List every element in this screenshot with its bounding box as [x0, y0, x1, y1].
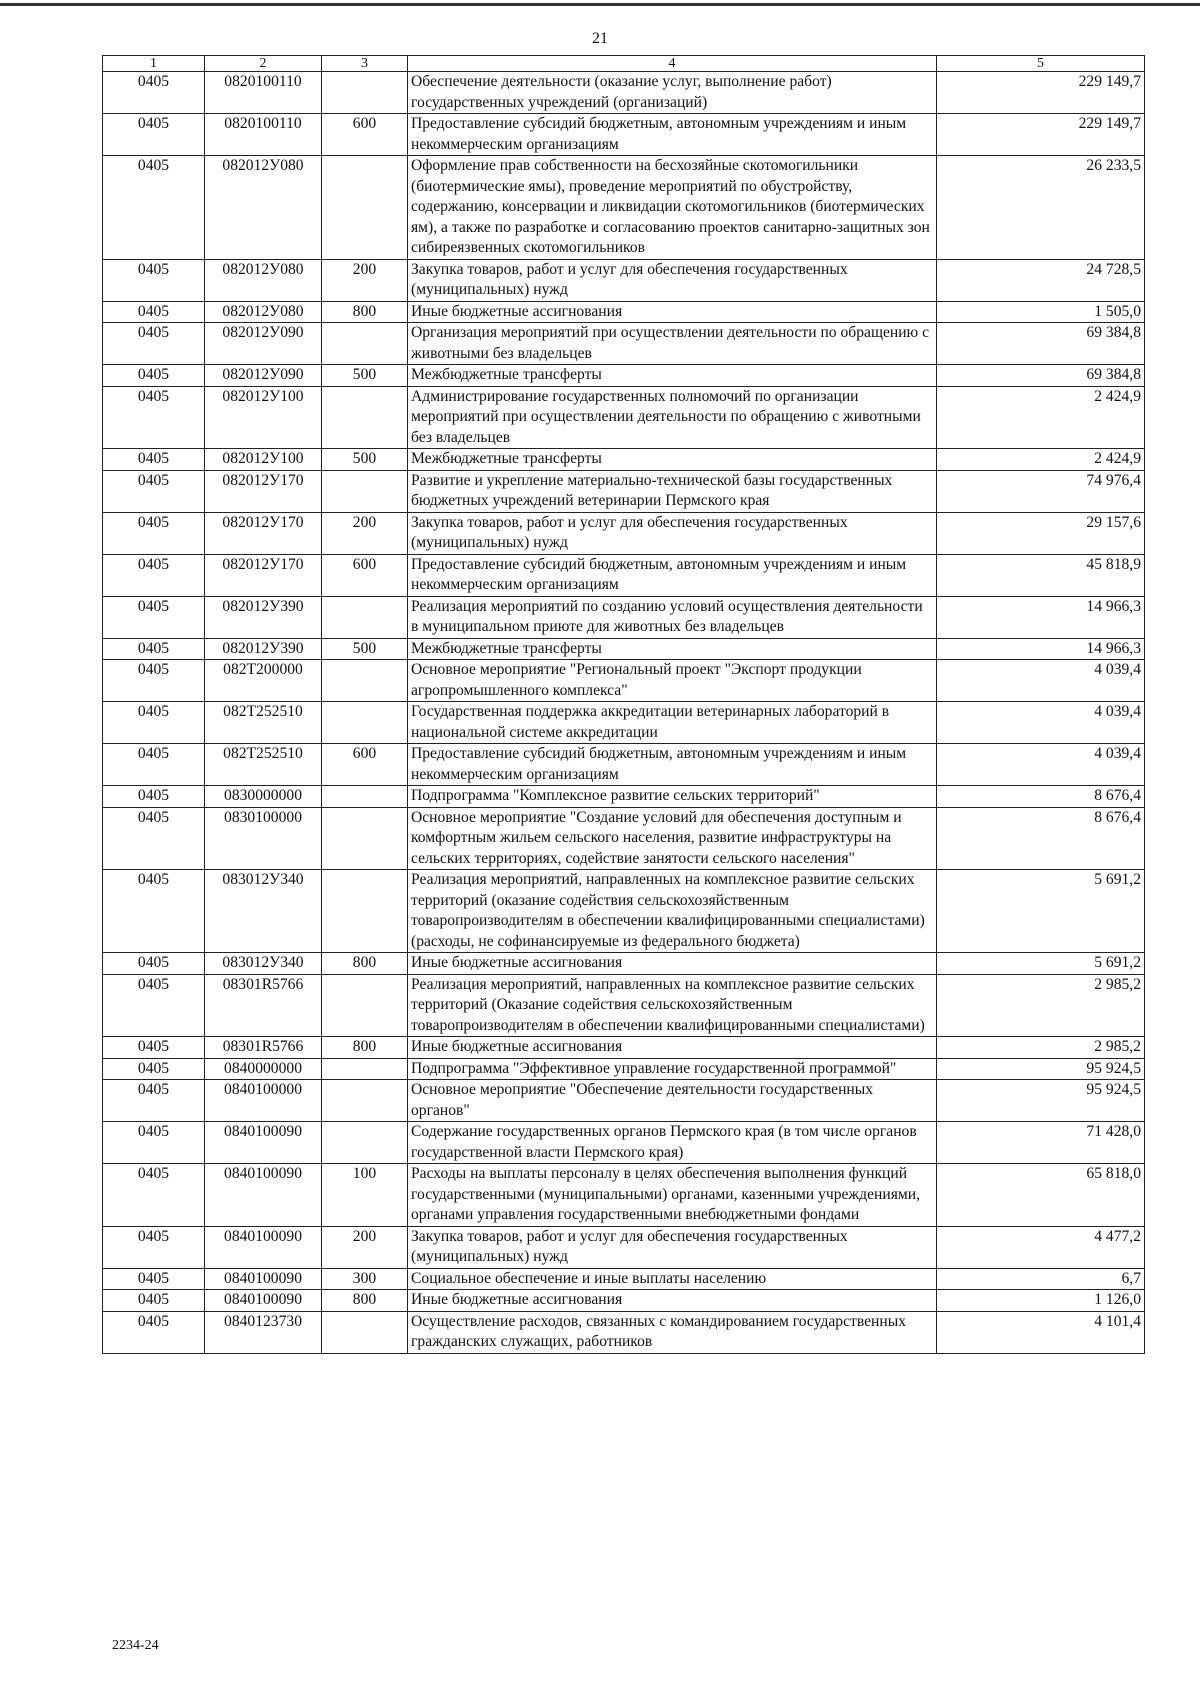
amount-cell: 95 924,5: [937, 1080, 1145, 1122]
amount-cell: 1 505,0: [937, 301, 1145, 323]
description-cell: Межбюджетные трансферты: [408, 449, 937, 471]
table-row: [103, 1164, 1145, 1227]
description-cell: Межбюджетные трансферты: [408, 365, 937, 387]
table-row: [103, 1122, 1145, 1164]
expense-type-cell: 200: [322, 512, 408, 554]
section-code-cell: 0405: [103, 156, 205, 260]
table-row: [103, 1290, 1145, 1312]
amount-cell: 229 149,7: [937, 72, 1145, 114]
column-header-2: 2: [205, 56, 322, 72]
section-code-cell: 0405: [103, 1226, 205, 1268]
expense-type-cell: [322, 470, 408, 512]
section-code-cell: 0405: [103, 807, 205, 870]
description-cell: Реализация мероприятий по созданию условий осуществления деятельности в муниципальном приюте для животных без владельцев: [408, 596, 937, 638]
section-code-cell: 0405: [103, 786, 205, 808]
section-code-cell: 0405: [103, 1058, 205, 1080]
table-header-row: [103, 56, 1145, 72]
description-cell: Иные бюджетные ассигнования: [408, 301, 937, 323]
amount-cell: 8 676,4: [937, 786, 1145, 808]
amount-cell: 14 966,3: [937, 638, 1145, 660]
expense-type-cell: 800: [322, 1037, 408, 1059]
section-code-cell: 0405: [103, 386, 205, 449]
expense-type-cell: [322, 660, 408, 702]
amount-cell: 4 477,2: [937, 1226, 1145, 1268]
table-row: [103, 870, 1145, 953]
amount-cell: 45 818,9: [937, 554, 1145, 596]
table-row: [103, 1311, 1145, 1353]
budget-table: [102, 55, 1145, 1354]
expense-type-cell: [322, 596, 408, 638]
expense-type-cell: [322, 974, 408, 1037]
amount-cell: 69 384,8: [937, 365, 1145, 387]
table-row: [103, 596, 1145, 638]
expense-type-cell: [322, 807, 408, 870]
target-article-cell: 08301R5766: [205, 974, 322, 1037]
expense-type-cell: [322, 1311, 408, 1353]
target-article-cell: 0840100090: [205, 1268, 322, 1290]
table-row: [103, 702, 1145, 744]
amount-cell: 5 691,2: [937, 870, 1145, 953]
description-cell: Предоставление субсидий бюджетным, автономным учреждениям и иным некоммерческим организациям: [408, 744, 937, 786]
target-article-cell: 0840123730: [205, 1311, 322, 1353]
description-cell: Предоставление субсидий бюджетным, автономным учреждениям и иным некоммерческим организациям: [408, 114, 937, 156]
target-article-cell: 082Т252510: [205, 702, 322, 744]
table-row: [103, 1080, 1145, 1122]
amount-cell: 65 818,0: [937, 1164, 1145, 1227]
expense-type-cell: [322, 786, 408, 808]
description-cell: Межбюджетные трансферты: [408, 638, 937, 660]
expense-type-cell: [322, 702, 408, 744]
section-code-cell: 0405: [103, 1290, 205, 1312]
section-code-cell: 0405: [103, 870, 205, 953]
amount-cell: 8 676,4: [937, 807, 1145, 870]
amount-cell: 2 424,9: [937, 386, 1145, 449]
target-article-cell: 082012У170: [205, 470, 322, 512]
table-row: [103, 323, 1145, 365]
amount-cell: 71 428,0: [937, 1122, 1145, 1164]
table-row: [103, 638, 1145, 660]
section-code-cell: 0405: [103, 259, 205, 301]
description-cell: Реализация мероприятий, направленных на комплексное развитие сельских территорий (Оказание содействия сельскохозяйственным товаропроизводителям в обеспечении квалифицированными специалистами): [408, 974, 937, 1037]
expense-type-cell: [322, 1122, 408, 1164]
description-cell: Основное мероприятие "Региональный проект "Экспорт продукции агропромышленного комплекса": [408, 660, 937, 702]
description-cell: Закупка товаров, работ и услуг для обеспечения государственных (муниципальных) нужд: [408, 512, 937, 554]
description-cell: Осуществление расходов, связанных с командированием государственных гражданских служащих, работников: [408, 1311, 937, 1353]
description-cell: Иные бюджетные ассигнования: [408, 953, 937, 975]
amount-cell: 5 691,2: [937, 953, 1145, 975]
expense-type-cell: 500: [322, 365, 408, 387]
target-article-cell: 082Т252510: [205, 744, 322, 786]
section-code-cell: 0405: [103, 1122, 205, 1164]
section-code-cell: 0405: [103, 660, 205, 702]
target-article-cell: 0840100090: [205, 1164, 322, 1227]
target-article-cell: 0820100110: [205, 72, 322, 114]
section-code-cell: 0405: [103, 1037, 205, 1059]
expense-type-cell: [322, 72, 408, 114]
section-code-cell: 0405: [103, 638, 205, 660]
expense-type-cell: 200: [322, 259, 408, 301]
expense-type-cell: [322, 1058, 408, 1080]
table-row: [103, 449, 1145, 471]
section-code-cell: 0405: [103, 1311, 205, 1353]
description-cell: Социальное обеспечение и иные выплаты населению: [408, 1268, 937, 1290]
column-header-3: 3: [322, 56, 408, 72]
description-cell: Реализация мероприятий, направленных на комплексное развитие сельских территорий (оказание содействия сельскохозяйственным товаропроизводителям в обеспечении квалифицированными специалистами) (расходы, не софинансируемые из федерального бюджета): [408, 870, 937, 953]
table-row: [103, 807, 1145, 870]
amount-cell: 1 126,0: [937, 1290, 1145, 1312]
target-article-cell: 0820100110: [205, 114, 322, 156]
target-article-cell: 0840100000: [205, 1080, 322, 1122]
description-cell: Организация мероприятий при осуществлении деятельности по обращению с животными без владельцев: [408, 323, 937, 365]
table-row: [103, 974, 1145, 1037]
table-row: [103, 1226, 1145, 1268]
target-article-cell: 083012У340: [205, 870, 322, 953]
target-article-cell: 082012У170: [205, 512, 322, 554]
section-code-cell: 0405: [103, 365, 205, 387]
expense-type-cell: 800: [322, 953, 408, 975]
amount-cell: 69 384,8: [937, 323, 1145, 365]
table-row: [103, 1037, 1145, 1059]
target-article-cell: 082012У170: [205, 554, 322, 596]
target-article-cell: 082012У080: [205, 301, 322, 323]
table-row: [103, 72, 1145, 114]
amount-cell: 26 233,5: [937, 156, 1145, 260]
table-row: [103, 259, 1145, 301]
section-code-cell: 0405: [103, 470, 205, 512]
section-code-cell: 0405: [103, 974, 205, 1037]
description-cell: Подпрограмма "Комплексное развитие сельских территорий": [408, 786, 937, 808]
table-row: [103, 114, 1145, 156]
page-number: 21: [592, 30, 608, 47]
target-article-cell: 0840100090: [205, 1226, 322, 1268]
table-row: [103, 660, 1145, 702]
table-row: [103, 470, 1145, 512]
table-body: [103, 72, 1145, 1354]
amount-cell: 2 424,9: [937, 449, 1145, 471]
target-article-cell: 0830000000: [205, 786, 322, 808]
target-article-cell: 082012У080: [205, 259, 322, 301]
description-cell: Развитие и укрепление материально-технической базы государственных бюджетных учреждений ветеринарии Пермского края: [408, 470, 937, 512]
target-article-cell: 08301R5766: [205, 1037, 322, 1059]
target-article-cell: 0840100090: [205, 1122, 322, 1164]
expense-type-cell: 600: [322, 114, 408, 156]
expense-type-cell: 500: [322, 449, 408, 471]
table-row: [103, 554, 1145, 596]
section-code-cell: 0405: [103, 702, 205, 744]
description-cell: Закупка товаров, работ и услуг для обеспечения государственных (муниципальных) нужд: [408, 1226, 937, 1268]
description-cell: Основное мероприятие "Обеспечение деятельности государственных органов": [408, 1080, 937, 1122]
description-cell: Предоставление субсидий бюджетным, автономным учреждениям и иным некоммерческим организациям: [408, 554, 937, 596]
target-article-cell: 082012У100: [205, 386, 322, 449]
column-header-4: 4: [408, 56, 937, 72]
target-article-cell: 082012У390: [205, 638, 322, 660]
table-row: [103, 786, 1145, 808]
amount-cell: 2 985,2: [937, 1037, 1145, 1059]
description-cell: Администрирование государственных полномочий по организации мероприятий при осуществлении деятельности по обращению с животными без владельцев: [408, 386, 937, 449]
section-code-cell: 0405: [103, 1164, 205, 1227]
amount-cell: 4 039,4: [937, 744, 1145, 786]
target-article-cell: 083012У340: [205, 953, 322, 975]
expense-type-cell: [322, 386, 408, 449]
section-code-cell: 0405: [103, 596, 205, 638]
target-article-cell: 0840000000: [205, 1058, 322, 1080]
expense-type-cell: 800: [322, 1290, 408, 1312]
expense-type-cell: 600: [322, 554, 408, 596]
amount-cell: 6,7: [937, 1268, 1145, 1290]
expense-type-cell: 500: [322, 638, 408, 660]
section-code-cell: 0405: [103, 72, 205, 114]
description-cell: Иные бюджетные ассигнования: [408, 1037, 937, 1059]
section-code-cell: 0405: [103, 512, 205, 554]
section-code-cell: 0405: [103, 323, 205, 365]
target-article-cell: 082012У090: [205, 365, 322, 387]
description-cell: Подпрограмма "Эффективное управление государственной программой": [408, 1058, 937, 1080]
target-article-cell: 082012У080: [205, 156, 322, 260]
amount-cell: 74 976,4: [937, 470, 1145, 512]
section-code-cell: 0405: [103, 554, 205, 596]
amount-cell: 95 924,5: [937, 1058, 1145, 1080]
amount-cell: 4 101,4: [937, 1311, 1145, 1353]
amount-cell: 14 966,3: [937, 596, 1145, 638]
description-cell: Государственная поддержка аккредитации ветеринарных лабораторий в национальной системе аккредитации: [408, 702, 937, 744]
amount-cell: 4 039,4: [937, 660, 1145, 702]
expense-type-cell: 600: [322, 744, 408, 786]
column-header-5: 5: [937, 56, 1145, 72]
amount-cell: 2 985,2: [937, 974, 1145, 1037]
table-row: [103, 512, 1145, 554]
section-code-cell: 0405: [103, 301, 205, 323]
expense-type-cell: [322, 1080, 408, 1122]
amount-cell: 229 149,7: [937, 114, 1145, 156]
amount-cell: 29 157,6: [937, 512, 1145, 554]
table-row: [103, 365, 1145, 387]
target-article-cell: 082012У100: [205, 449, 322, 471]
document-code: 2234-24: [112, 1638, 159, 1653]
description-cell: Оформление прав собственности на бесхозяйные скотомогильники (биотермические ямы), проведение мероприятий по обустройству, содержанию, консервации и ликвидации скотомогильников (биотермических ям), а также по разработке и согласованию проектов санитарно-защитных зон сибиреязвенных скотомогильников: [408, 156, 937, 260]
target-article-cell: 082Т200000: [205, 660, 322, 702]
target-article-cell: 0830100000: [205, 807, 322, 870]
section-code-cell: 0405: [103, 1080, 205, 1122]
table-row: [103, 386, 1145, 449]
description-cell: Основное мероприятие "Создание условий для обеспечения доступным и комфортным жильем сельского населения, развитие инфраструктуры на сельских территориях, содействие занятости сельского населения": [408, 807, 937, 870]
expense-type-cell: [322, 156, 408, 260]
target-article-cell: 0840100090: [205, 1290, 322, 1312]
expense-type-cell: 200: [322, 1226, 408, 1268]
table-row: [103, 744, 1145, 786]
section-code-cell: 0405: [103, 953, 205, 975]
column-header-1: 1: [103, 56, 205, 72]
section-code-cell: 0405: [103, 449, 205, 471]
description-cell: Закупка товаров, работ и услуг для обеспечения государственных (муниципальных) нужд: [408, 259, 937, 301]
section-code-cell: 0405: [103, 744, 205, 786]
table-row: [103, 156, 1145, 260]
expense-type-cell: [322, 323, 408, 365]
amount-cell: 24 728,5: [937, 259, 1145, 301]
description-cell: Содержание государственных органов Пермского края (в том числе органов государственной власти Пермского края): [408, 1122, 937, 1164]
expense-type-cell: 300: [322, 1268, 408, 1290]
description-cell: Расходы на выплаты персоналу в целях обеспечения выполнения функций государственными (муниципальными) органами, казенными учреждениями, органами управления государственными внебюджетными фондами: [408, 1164, 937, 1227]
expense-type-cell: 800: [322, 301, 408, 323]
target-article-cell: 082012У090: [205, 323, 322, 365]
expense-type-cell: 100: [322, 1164, 408, 1227]
table-row: [103, 1058, 1145, 1080]
scan-edge-line: [0, 3, 1200, 6]
description-cell: Иные бюджетные ассигнования: [408, 1290, 937, 1312]
target-article-cell: 082012У390: [205, 596, 322, 638]
table-row: [103, 1268, 1145, 1290]
table-row: [103, 953, 1145, 975]
section-code-cell: 0405: [103, 1268, 205, 1290]
expense-type-cell: [322, 870, 408, 953]
table-row: [103, 301, 1145, 323]
amount-cell: 4 039,4: [937, 702, 1145, 744]
section-code-cell: 0405: [103, 114, 205, 156]
description-cell: Обеспечение деятельности (оказание услуг, выполнение работ) государственных учреждений (организаций): [408, 72, 937, 114]
